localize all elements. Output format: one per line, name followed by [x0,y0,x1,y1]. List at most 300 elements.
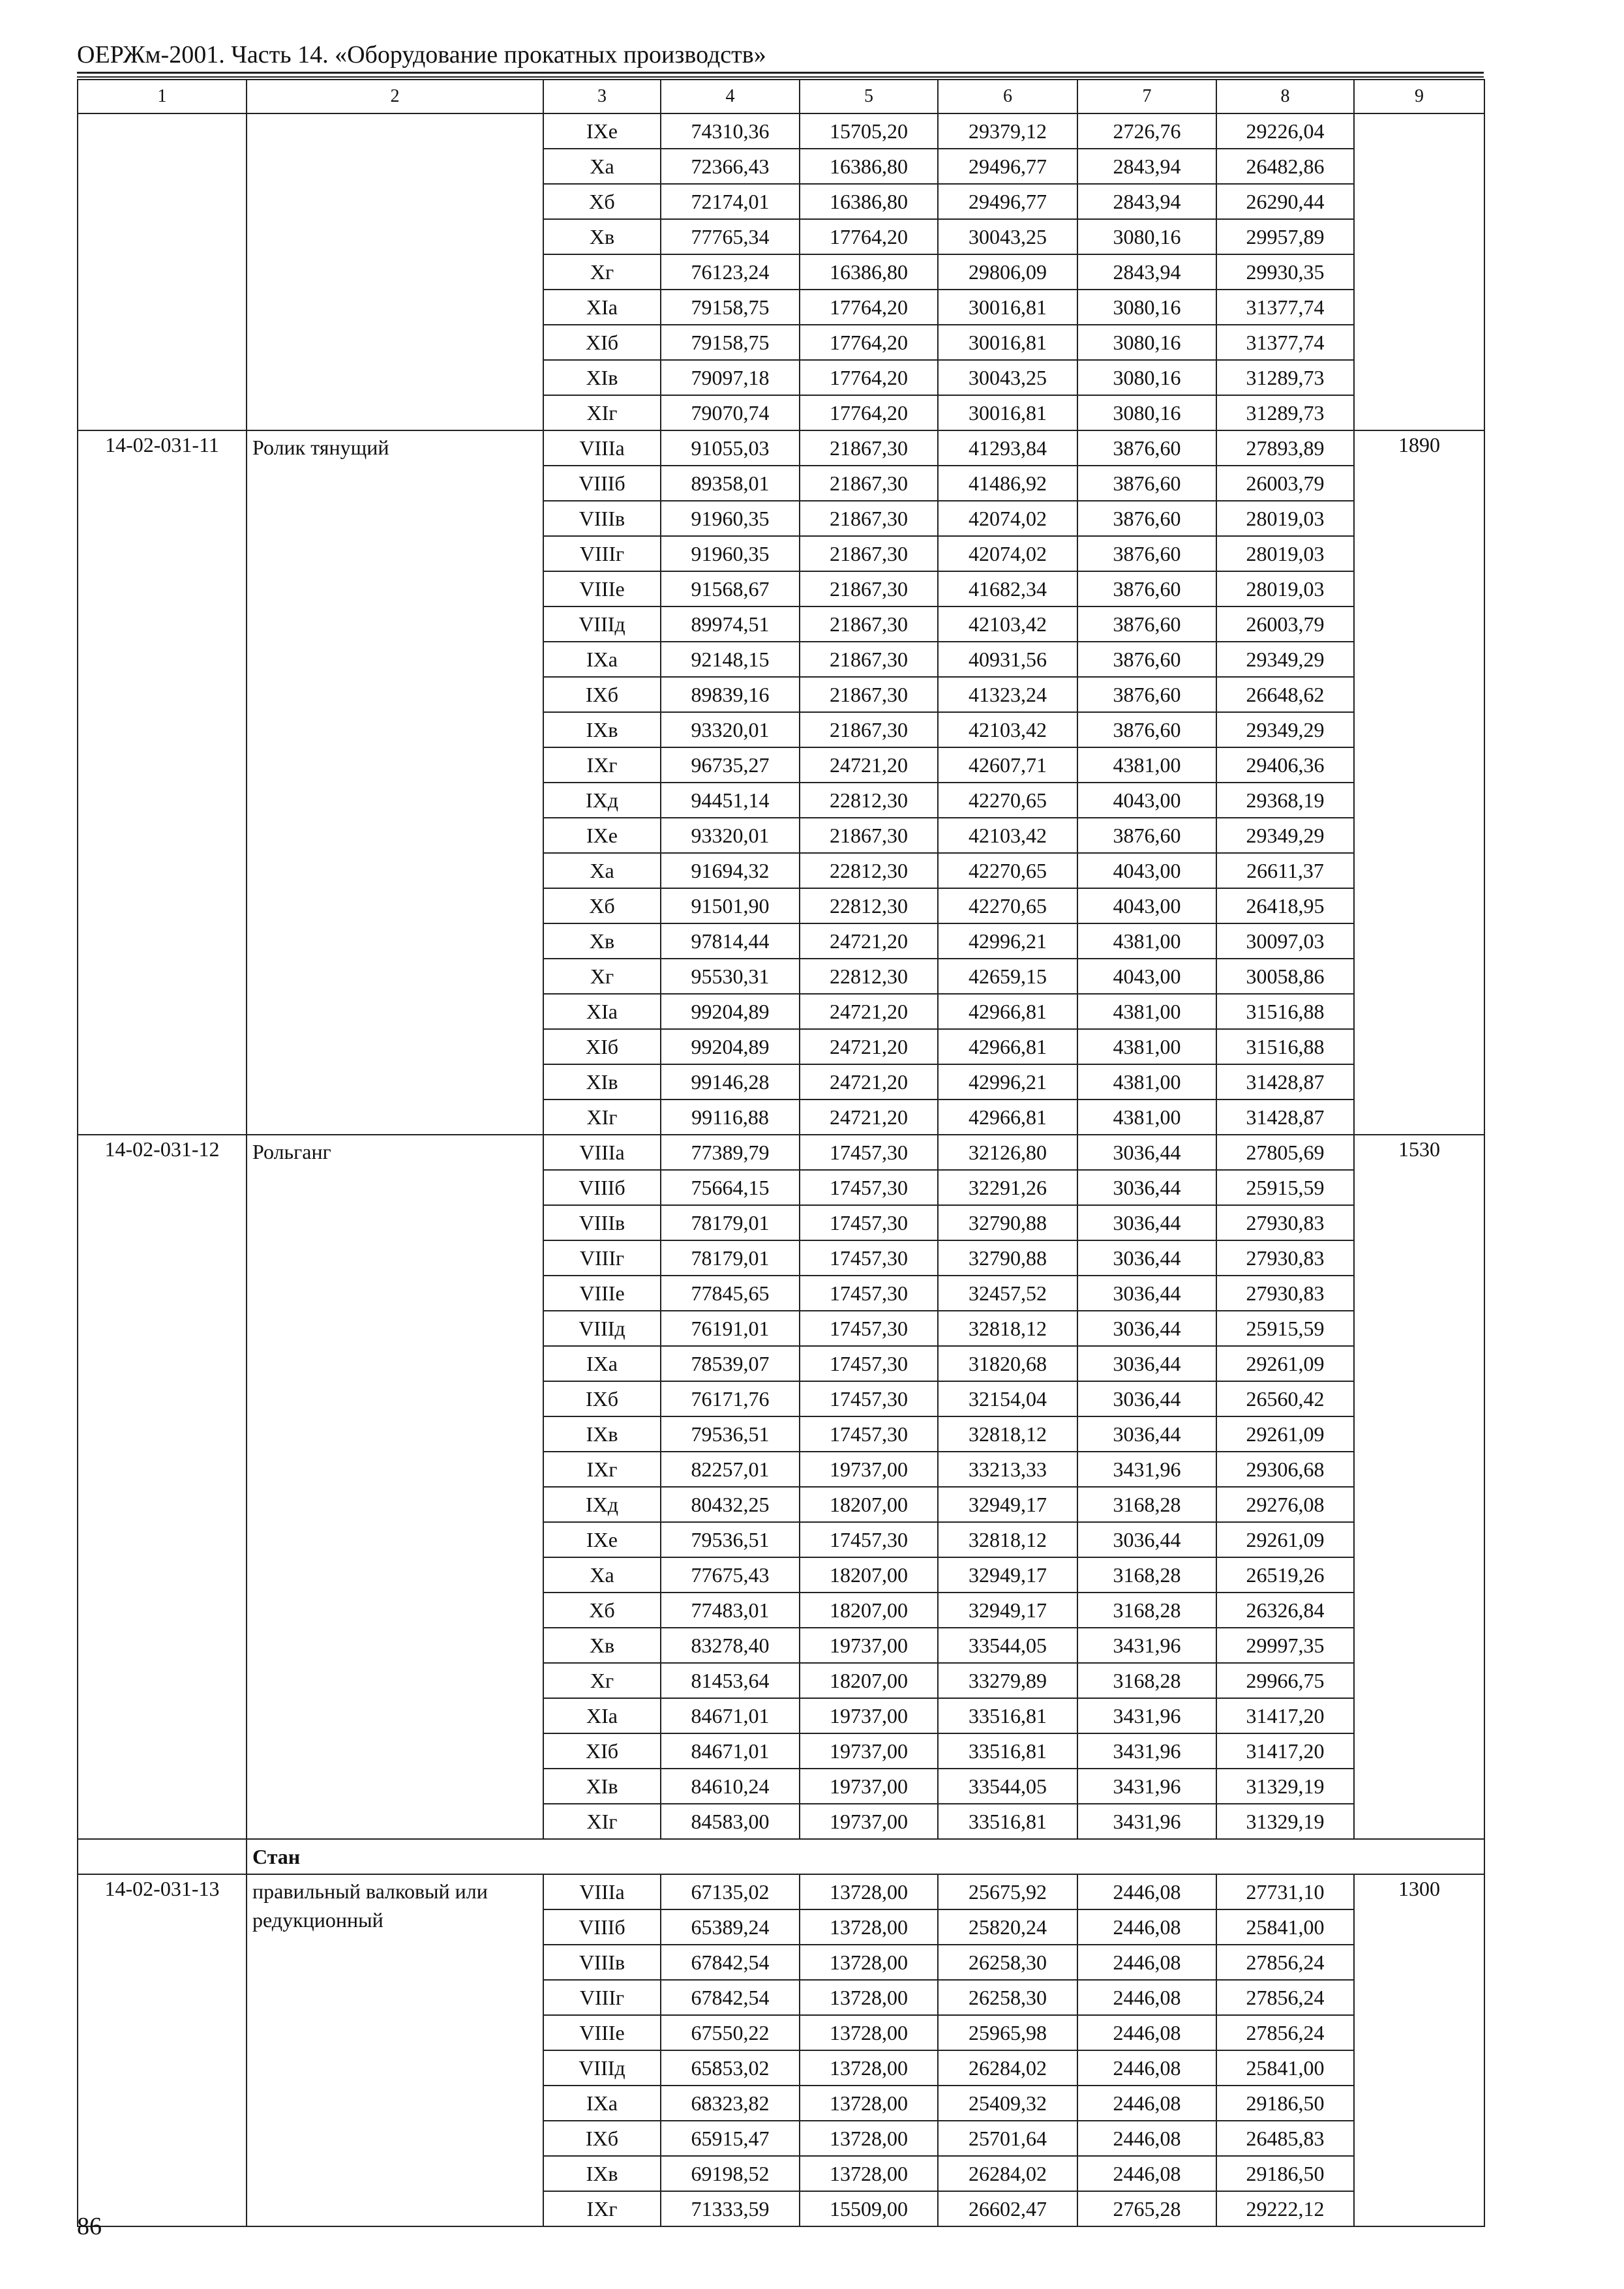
region-cell: IXв [543,712,661,747]
value-cell: 31289,73 [1216,395,1354,430]
value-cell: 29496,77 [938,184,1077,219]
value-cell: 29186,50 [1216,2156,1354,2191]
value-cell: 3036,44 [1077,1205,1216,1240]
region-cell: VIIIб [543,1170,661,1205]
value-cell: 3080,16 [1077,219,1216,254]
value-cell: 21867,30 [800,818,938,853]
value-cell: 31289,73 [1216,360,1354,395]
value-cell: 13728,00 [800,1980,938,2015]
value-cell: 42270,65 [938,783,1077,818]
value-cell: 42103,42 [938,712,1077,747]
value-cell: 26482,86 [1216,149,1354,184]
value-cell: 26003,79 [1216,606,1354,642]
value-cell: 17457,30 [800,1240,938,1276]
value-cell: 89839,16 [661,677,800,712]
region-cell: VIIIг [543,1980,661,2015]
value-cell: 25841,00 [1216,1909,1354,1945]
value-cell: 41323,24 [938,677,1077,712]
value-cell: 30058,86 [1216,959,1354,994]
value-cell: 17457,30 [800,1135,938,1170]
value-cell: 79097,18 [661,360,800,395]
value-cell: 97814,44 [661,923,800,959]
value-cell: 91501,90 [661,888,800,923]
col9-value [1354,113,1484,430]
value-cell: 3876,60 [1077,818,1216,853]
value-cell: 31417,20 [1216,1733,1354,1769]
region-cell: XIг [543,1804,661,1839]
value-cell: 84671,01 [661,1698,800,1733]
value-cell: 67842,54 [661,1980,800,2015]
region-cell: VIIIд [543,606,661,642]
value-cell: 32457,52 [938,1276,1077,1311]
value-cell: 22812,30 [800,959,938,994]
value-cell: 72366,43 [661,149,800,184]
region-cell: XIа [543,994,661,1029]
value-cell: 3036,44 [1077,1276,1216,1311]
region-cell: Xб [543,184,661,219]
col9-value: 1300 [1354,1874,1484,2226]
value-cell: 3080,16 [1077,325,1216,360]
value-cell: 17764,20 [800,290,938,325]
value-cell: 21867,30 [800,430,938,466]
value-cell: 29186,50 [1216,2086,1354,2121]
header-rule [77,72,1484,74]
region-cell: VIIIг [543,1240,661,1276]
value-cell: 29349,29 [1216,712,1354,747]
value-cell: 3876,60 [1077,642,1216,677]
value-cell: 32949,17 [938,1557,1077,1593]
value-cell: 42103,42 [938,606,1077,642]
value-cell: 21867,30 [800,466,938,501]
region-cell: VIIIд [543,1311,661,1346]
value-cell: 30097,03 [1216,923,1354,959]
value-cell: 29349,29 [1216,642,1354,677]
value-cell: 42074,02 [938,501,1077,536]
region-cell: Xг [543,959,661,994]
value-cell: 78539,07 [661,1346,800,1381]
table-row [78,1874,1484,1909]
value-cell: 4043,00 [1077,888,1216,923]
header-rule-double [77,76,1484,78]
column-number: 9 [1354,80,1484,113]
value-cell: 2446,08 [1077,1909,1216,1945]
region-cell: VIIIа [543,1874,661,1909]
region-cell: IXв [543,2156,661,2191]
value-cell: 77765,34 [661,219,800,254]
value-cell: 3080,16 [1077,360,1216,395]
value-cell: 3431,96 [1077,1804,1216,1839]
value-cell: 29496,77 [938,149,1077,184]
value-cell: 17457,30 [800,1170,938,1205]
value-cell: 81453,64 [661,1663,800,1698]
region-cell: Xб [543,888,661,923]
region-cell: IXд [543,783,661,818]
region-cell: IXв [543,1416,661,1452]
table-row [78,113,1484,149]
region-cell: XIа [543,1698,661,1733]
value-cell: 31516,88 [1216,994,1354,1029]
value-cell: 26560,42 [1216,1381,1354,1416]
value-cell: 29261,09 [1216,1346,1354,1381]
region-cell: Xа [543,149,661,184]
value-cell: 26003,79 [1216,466,1354,501]
value-cell: 24721,20 [800,747,938,783]
value-cell: 77845,65 [661,1276,800,1311]
value-cell: 3876,60 [1077,501,1216,536]
value-cell: 71333,59 [661,2191,800,2226]
table-body [78,80,1484,2226]
value-cell: 17457,30 [800,1276,938,1311]
value-cell: 17457,30 [800,1205,938,1240]
value-cell: 3036,44 [1077,1522,1216,1557]
value-cell: 32818,12 [938,1522,1077,1557]
value-cell: 29261,09 [1216,1416,1354,1452]
region-cell: XIг [543,395,661,430]
region-cell: XIв [543,1769,661,1804]
value-cell: 24721,20 [800,1100,938,1135]
value-cell: 32949,17 [938,1593,1077,1628]
value-cell: 4381,00 [1077,923,1216,959]
value-cell: 3036,44 [1077,1170,1216,1205]
value-cell: 2446,08 [1077,2050,1216,2086]
value-cell: 2446,08 [1077,2015,1216,2050]
value-cell: 3876,60 [1077,466,1216,501]
value-cell: 18207,00 [800,1593,938,1628]
value-cell: 28019,03 [1216,536,1354,571]
value-cell: 4043,00 [1077,783,1216,818]
value-cell: 19737,00 [800,1733,938,1769]
value-cell: 24721,20 [800,994,938,1029]
section-row [78,1839,1484,1874]
value-cell: 27856,24 [1216,1980,1354,2015]
value-cell: 30016,81 [938,325,1077,360]
value-cell: 3036,44 [1077,1381,1216,1416]
value-cell: 91960,35 [661,536,800,571]
value-cell: 2446,08 [1077,2156,1216,2191]
value-cell: 25701,64 [938,2121,1077,2156]
value-cell: 69198,52 [661,2156,800,2191]
region-cell: VIIIб [543,466,661,501]
value-cell: 21867,30 [800,571,938,606]
value-cell: 21867,30 [800,501,938,536]
value-cell: 32126,80 [938,1135,1077,1170]
region-cell: IXе [543,113,661,149]
value-cell: 3431,96 [1077,1628,1216,1663]
value-cell: 31329,19 [1216,1769,1354,1804]
region-cell: VIIIг [543,536,661,571]
value-cell: 28019,03 [1216,571,1354,606]
value-cell: 30016,81 [938,395,1077,430]
value-cell: 65853,02 [661,2050,800,2086]
region-cell: XIг [543,1100,661,1135]
region-cell: VIIIв [543,501,661,536]
value-cell: 72174,01 [661,184,800,219]
value-cell: 26258,30 [938,1980,1077,2015]
value-cell: 28019,03 [1216,501,1354,536]
value-cell: 13728,00 [800,2121,938,2156]
value-cell: 17764,20 [800,395,938,430]
value-cell: 31329,19 [1216,1804,1354,1839]
value-cell: 32949,17 [938,1487,1077,1522]
value-cell: 31428,87 [1216,1100,1354,1135]
value-cell: 13728,00 [800,1874,938,1909]
value-cell: 27731,10 [1216,1874,1354,1909]
value-cell: 74310,36 [661,113,800,149]
region-cell: XIб [543,325,661,360]
value-cell: 2843,94 [1077,184,1216,219]
value-cell: 19737,00 [800,1698,938,1733]
value-cell: 76191,01 [661,1311,800,1346]
value-cell: 4381,00 [1077,994,1216,1029]
value-cell: 2843,94 [1077,254,1216,290]
column-number: 5 [800,80,938,113]
value-cell: 25841,00 [1216,2050,1354,2086]
value-cell: 3168,28 [1077,1593,1216,1628]
value-cell: 77389,79 [661,1135,800,1170]
column-number-row [78,80,1484,113]
region-cell: Xг [543,1663,661,1698]
value-cell: 3036,44 [1077,1416,1216,1452]
value-cell: 32790,88 [938,1205,1077,1240]
value-cell: 26284,02 [938,2050,1077,2086]
value-cell: 27856,24 [1216,2015,1354,2050]
value-cell: 26611,37 [1216,853,1354,888]
value-cell: 17457,30 [800,1346,938,1381]
value-cell: 4381,00 [1077,1100,1216,1135]
value-cell: 32818,12 [938,1311,1077,1346]
value-cell: 13728,00 [800,2086,938,2121]
region-cell: IXб [543,2121,661,2156]
value-cell: 25965,98 [938,2015,1077,2050]
value-cell: 26290,44 [1216,184,1354,219]
value-cell: 26418,95 [1216,888,1354,923]
value-cell: 3036,44 [1077,1240,1216,1276]
value-cell: 41486,92 [938,466,1077,501]
value-cell: 76123,24 [661,254,800,290]
region-cell: XIб [543,1029,661,1064]
value-cell: 79158,75 [661,325,800,360]
value-cell: 32790,88 [938,1240,1077,1276]
value-cell: 3080,16 [1077,290,1216,325]
value-cell: 2843,94 [1077,149,1216,184]
value-cell: 99116,88 [661,1100,800,1135]
column-number: 1 [78,80,247,113]
value-cell: 22812,30 [800,853,938,888]
region-cell: IXг [543,747,661,783]
value-cell: 2446,08 [1077,2121,1216,2156]
value-cell: 3431,96 [1077,1769,1216,1804]
value-cell: 41293,84 [938,430,1077,466]
value-cell: 89358,01 [661,466,800,501]
column-number: 8 [1216,80,1354,113]
value-cell: 3431,96 [1077,1733,1216,1769]
value-cell: 3168,28 [1077,1663,1216,1698]
value-cell: 27893,89 [1216,430,1354,466]
region-cell: XIб [543,1733,661,1769]
value-cell: 26326,84 [1216,1593,1354,1628]
value-cell: 29222,12 [1216,2191,1354,2226]
value-cell: 17457,30 [800,1416,938,1452]
value-cell: 16386,80 [800,149,938,184]
region-cell: VIIIе [543,571,661,606]
value-cell: 29276,08 [1216,1487,1354,1522]
value-cell: 29349,29 [1216,818,1354,853]
value-cell: 79070,74 [661,395,800,430]
value-cell: 79536,51 [661,1416,800,1452]
value-cell: 77483,01 [661,1593,800,1628]
value-cell: 27930,83 [1216,1240,1354,1276]
value-cell: 32154,04 [938,1381,1077,1416]
region-cell: VIIIе [543,1276,661,1311]
value-cell: 26284,02 [938,2156,1077,2191]
region-cell: IXд [543,1487,661,1522]
value-cell: 29261,09 [1216,1522,1354,1557]
value-cell: 42270,65 [938,888,1077,923]
value-cell: 89974,51 [661,606,800,642]
value-cell: 33516,81 [938,1698,1077,1733]
value-cell: 21867,30 [800,642,938,677]
value-cell: 65389,24 [661,1909,800,1945]
region-cell: XIв [543,360,661,395]
value-cell: 19737,00 [800,1452,938,1487]
value-cell: 27930,83 [1216,1276,1354,1311]
value-cell: 77675,43 [661,1557,800,1593]
value-cell: 3168,28 [1077,1557,1216,1593]
value-cell: 29306,68 [1216,1452,1354,1487]
value-cell: 26602,47 [938,2191,1077,2226]
value-cell: 31428,87 [1216,1064,1354,1100]
value-cell: 24721,20 [800,1064,938,1100]
region-cell: VIIIе [543,2015,661,2050]
value-cell: 19737,00 [800,1628,938,1663]
value-cell: 21867,30 [800,712,938,747]
value-cell: 3036,44 [1077,1135,1216,1170]
region-cell: IXг [543,2191,661,2226]
region-cell: Xа [543,853,661,888]
value-cell: 42103,42 [938,818,1077,853]
table-row [78,1135,1484,1170]
value-cell: 95530,31 [661,959,800,994]
value-cell: 79536,51 [661,1522,800,1557]
value-cell: 93320,01 [661,818,800,853]
value-cell: 21867,30 [800,677,938,712]
region-cell: Xб [543,1593,661,1628]
value-cell: 82257,01 [661,1452,800,1487]
region-cell: Xв [543,923,661,959]
value-cell: 18207,00 [800,1487,938,1522]
value-cell: 91694,32 [661,853,800,888]
value-cell: 22812,30 [800,888,938,923]
value-cell: 30043,25 [938,360,1077,395]
value-cell: 99204,89 [661,1029,800,1064]
value-cell: 84671,01 [661,1733,800,1769]
value-cell: 29997,35 [1216,1628,1354,1663]
value-cell: 3036,44 [1077,1346,1216,1381]
value-cell: 92148,15 [661,642,800,677]
value-cell: 3876,60 [1077,712,1216,747]
region-cell: IXа [543,1346,661,1381]
value-cell: 29966,75 [1216,1663,1354,1698]
value-cell: 13728,00 [800,1909,938,1945]
value-cell: 3876,60 [1077,606,1216,642]
region-cell: XIа [543,290,661,325]
value-cell: 25915,59 [1216,1170,1354,1205]
value-cell: 24721,20 [800,1029,938,1064]
value-cell: 26258,30 [938,1945,1077,1980]
value-cell: 27805,69 [1216,1135,1354,1170]
value-cell: 3876,60 [1077,536,1216,571]
page-number: 86 [77,2213,102,2240]
value-cell: 3876,60 [1077,677,1216,712]
value-cell: 91960,35 [661,501,800,536]
value-cell: 42074,02 [938,536,1077,571]
value-cell: 31516,88 [1216,1029,1354,1064]
region-cell: IXа [543,642,661,677]
value-cell: 16386,80 [800,184,938,219]
value-cell: 13728,00 [800,2050,938,2086]
value-cell: 68323,82 [661,2086,800,2121]
value-cell: 13728,00 [800,1945,938,1980]
value-cell: 33279,89 [938,1663,1077,1698]
value-cell: 29368,19 [1216,783,1354,818]
region-cell: IXб [543,1381,661,1416]
value-cell: 3168,28 [1077,1487,1216,1522]
item-code: 14-02-031-13 [78,1874,247,2226]
value-cell: 17457,30 [800,1381,938,1416]
value-cell: 41682,34 [938,571,1077,606]
value-cell: 29379,12 [938,113,1077,149]
value-cell: 24721,20 [800,923,938,959]
value-cell: 26485,83 [1216,2121,1354,2156]
value-cell: 4043,00 [1077,959,1216,994]
value-cell: 2765,28 [1077,2191,1216,2226]
value-cell: 33213,33 [938,1452,1077,1487]
value-cell: 21867,30 [800,536,938,571]
value-cell: 31377,74 [1216,290,1354,325]
value-cell: 26648,62 [1216,677,1354,712]
value-cell: 30016,81 [938,290,1077,325]
value-cell: 75664,15 [661,1170,800,1205]
value-cell: 96735,27 [661,747,800,783]
region-cell: VIIIв [543,1945,661,1980]
value-cell: 99204,89 [661,994,800,1029]
value-cell: 2446,08 [1077,1945,1216,1980]
item-code: 14-02-031-12 [78,1135,247,1839]
item-name [247,113,543,430]
value-cell: 3080,16 [1077,395,1216,430]
value-cell: 93320,01 [661,712,800,747]
value-cell: 29806,09 [938,254,1077,290]
region-cell: Xв [543,1628,661,1663]
value-cell: 2446,08 [1077,1980,1216,2015]
value-cell: 15509,00 [800,2191,938,2226]
value-cell: 3036,44 [1077,1311,1216,1346]
region-cell: IXа [543,2086,661,2121]
value-cell: 65915,47 [661,2121,800,2156]
value-cell: 19737,00 [800,1804,938,1839]
region-cell: IXе [543,1522,661,1557]
value-cell: 4043,00 [1077,853,1216,888]
value-cell: 25409,32 [938,2086,1077,2121]
value-cell: 42966,81 [938,994,1077,1029]
value-cell: 42270,65 [938,853,1077,888]
item-code [78,113,247,430]
region-cell: VIIIд [543,2050,661,2086]
region-cell: IXг [543,1452,661,1487]
section-title: Стан [247,1839,1484,1874]
region-cell: VIIIа [543,1135,661,1170]
value-cell: 13728,00 [800,2156,938,2191]
